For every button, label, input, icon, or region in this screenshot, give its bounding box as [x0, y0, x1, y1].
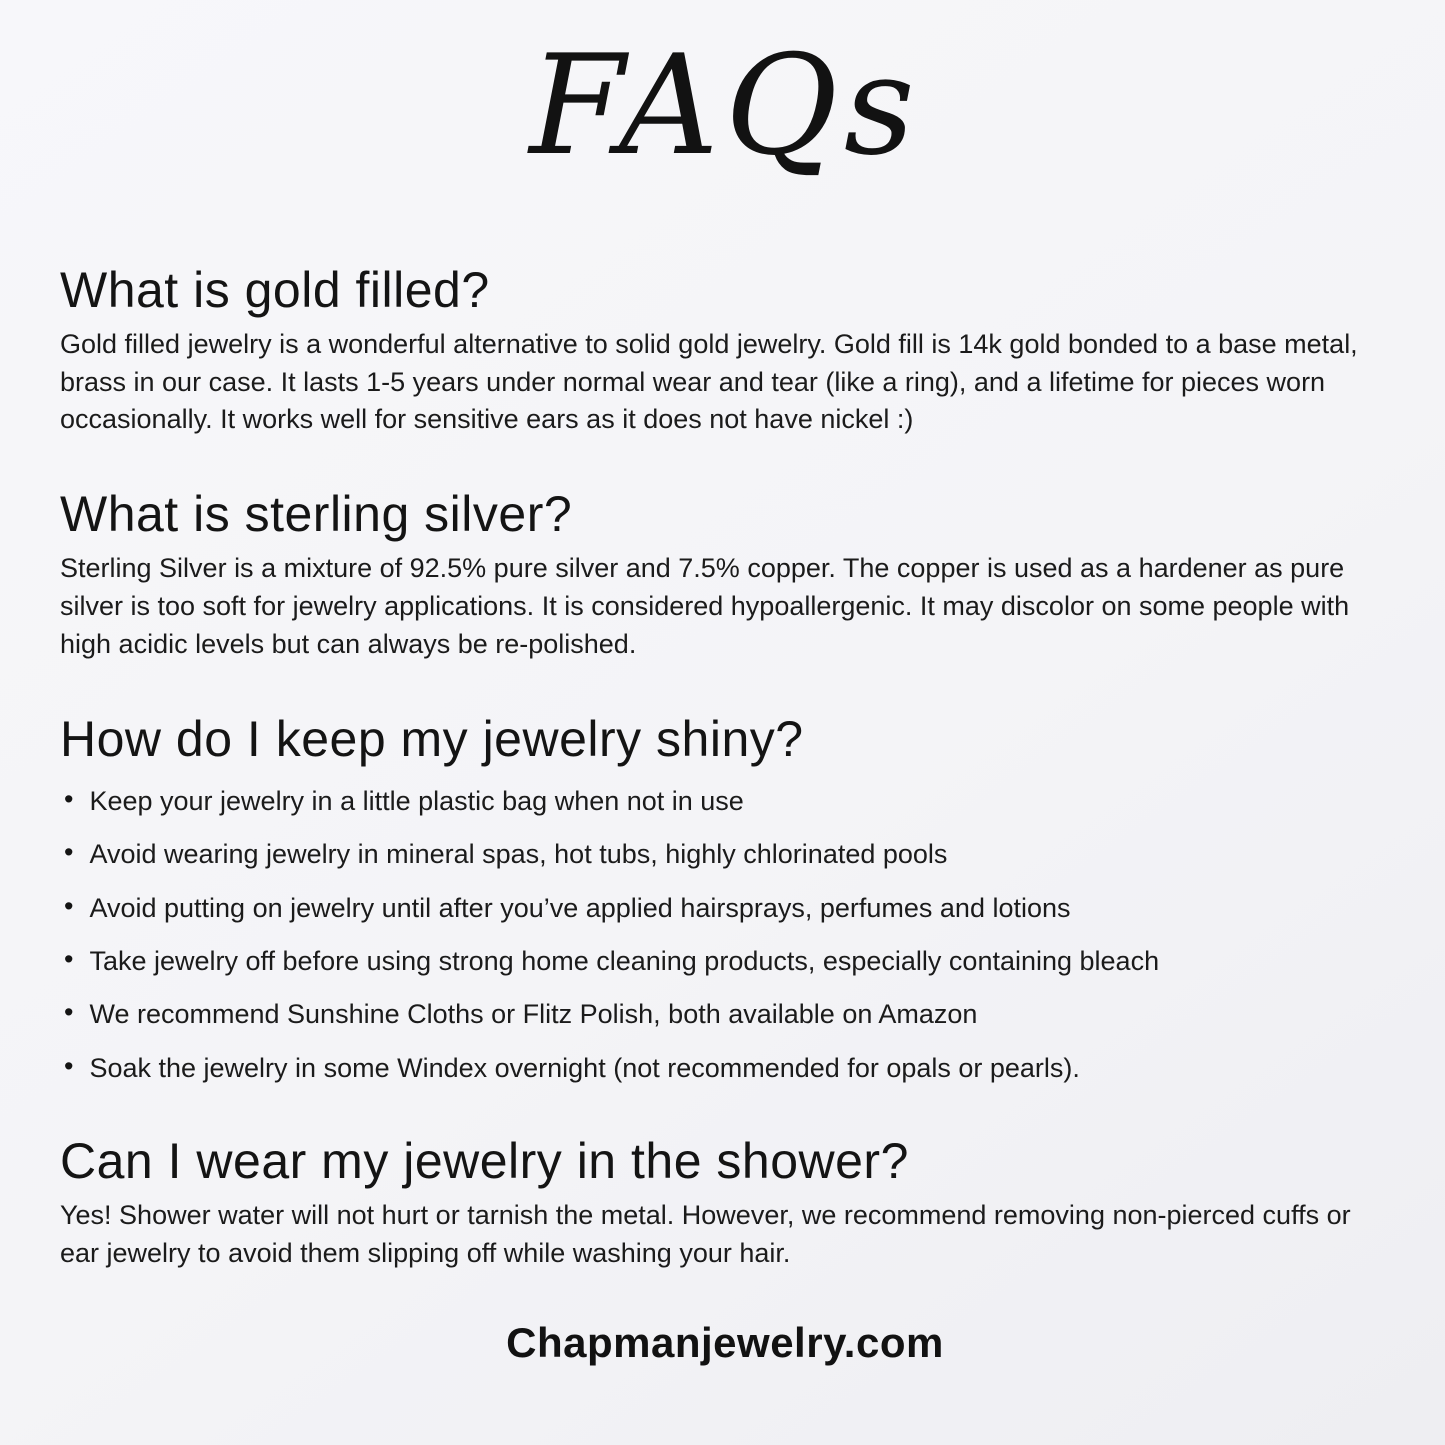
website-url: Chapmanjewelry.com [506, 1318, 944, 1366]
list-item [60, 1050, 1390, 1086]
section-body-shower: Yes! Shower water will not hurt or tarnish the metal. However, we recommend removing non-pierced cuffs or ear jewelry to avoid them slipping off while washing your hair. [60, 1200, 1351, 1269]
tip-text: Avoid putting on jewelry until after you’ve applied hairsprays, perfumes and lotions [89, 892, 1071, 923]
section-heading-gold-filled: What is gold filled? [60, 261, 490, 318]
list-item [60, 996, 1390, 1032]
bullet-icon: • [64, 997, 74, 1028]
bullet-icon: • [64, 1050, 74, 1081]
list-item [60, 783, 1390, 819]
section-heading-keep-shiny: How do I keep my jewelry shiny? [60, 710, 804, 767]
section-shower [60, 1132, 1390, 1273]
tip-text: Soak the jewelry in some Windex overnight (not recommended for opals or pearls). [89, 1052, 1080, 1083]
section-sterling-silver [60, 485, 1390, 663]
tip-text: Keep your jewelry in a little plastic bag when not in use [89, 785, 744, 816]
shiny-tips-list [60, 783, 1390, 1087]
section-gold-filled [60, 261, 1390, 439]
bullet-icon: • [64, 943, 74, 974]
list-item [60, 943, 1390, 979]
tip-text: We recommend Sunshine Cloths or Flitz Polish, both available on Amazon [89, 999, 978, 1030]
section-heading-sterling-silver: What is sterling silver? [60, 486, 573, 543]
section-body-gold-filled: Gold filled jewelry is a wonderful alternative to solid gold jewelry. Gold fill is 14k gold bonded to a base metal, brass in our case. It lasts 1-5 years under normal wear and tear (like a ring), and a lifetime for pieces worn occasionally. It works well for sensitive ears as it does not have nickel :) [60, 328, 1358, 435]
tip-text: Avoid wearing jewelry in mineral spas, hot tubs, highly chlorinated pools [89, 839, 948, 870]
list-item [60, 890, 1390, 926]
bullet-icon: • [64, 837, 74, 868]
bullet-icon: • [64, 783, 74, 814]
page-title: FAQs [529, 25, 921, 186]
section-keep-shiny [60, 710, 1390, 1087]
list-item [60, 836, 1390, 872]
section-body-sterling-silver: Sterling Silver is a mixture of 92.5% pure silver and 7.5% copper. The copper is used as a hardener as pure silver is too soft for jewelry applications. It is considered hypoallergenic. It may discolor on some people with high acidic levels but can always be re-polished. [60, 553, 1350, 659]
tip-text: Take jewelry off before using strong home cleaning products, especially containing bleach [89, 945, 1160, 976]
bullet-icon: • [64, 890, 74, 921]
section-heading-shower: Can I wear my jewelry in the shower? [60, 1133, 909, 1190]
